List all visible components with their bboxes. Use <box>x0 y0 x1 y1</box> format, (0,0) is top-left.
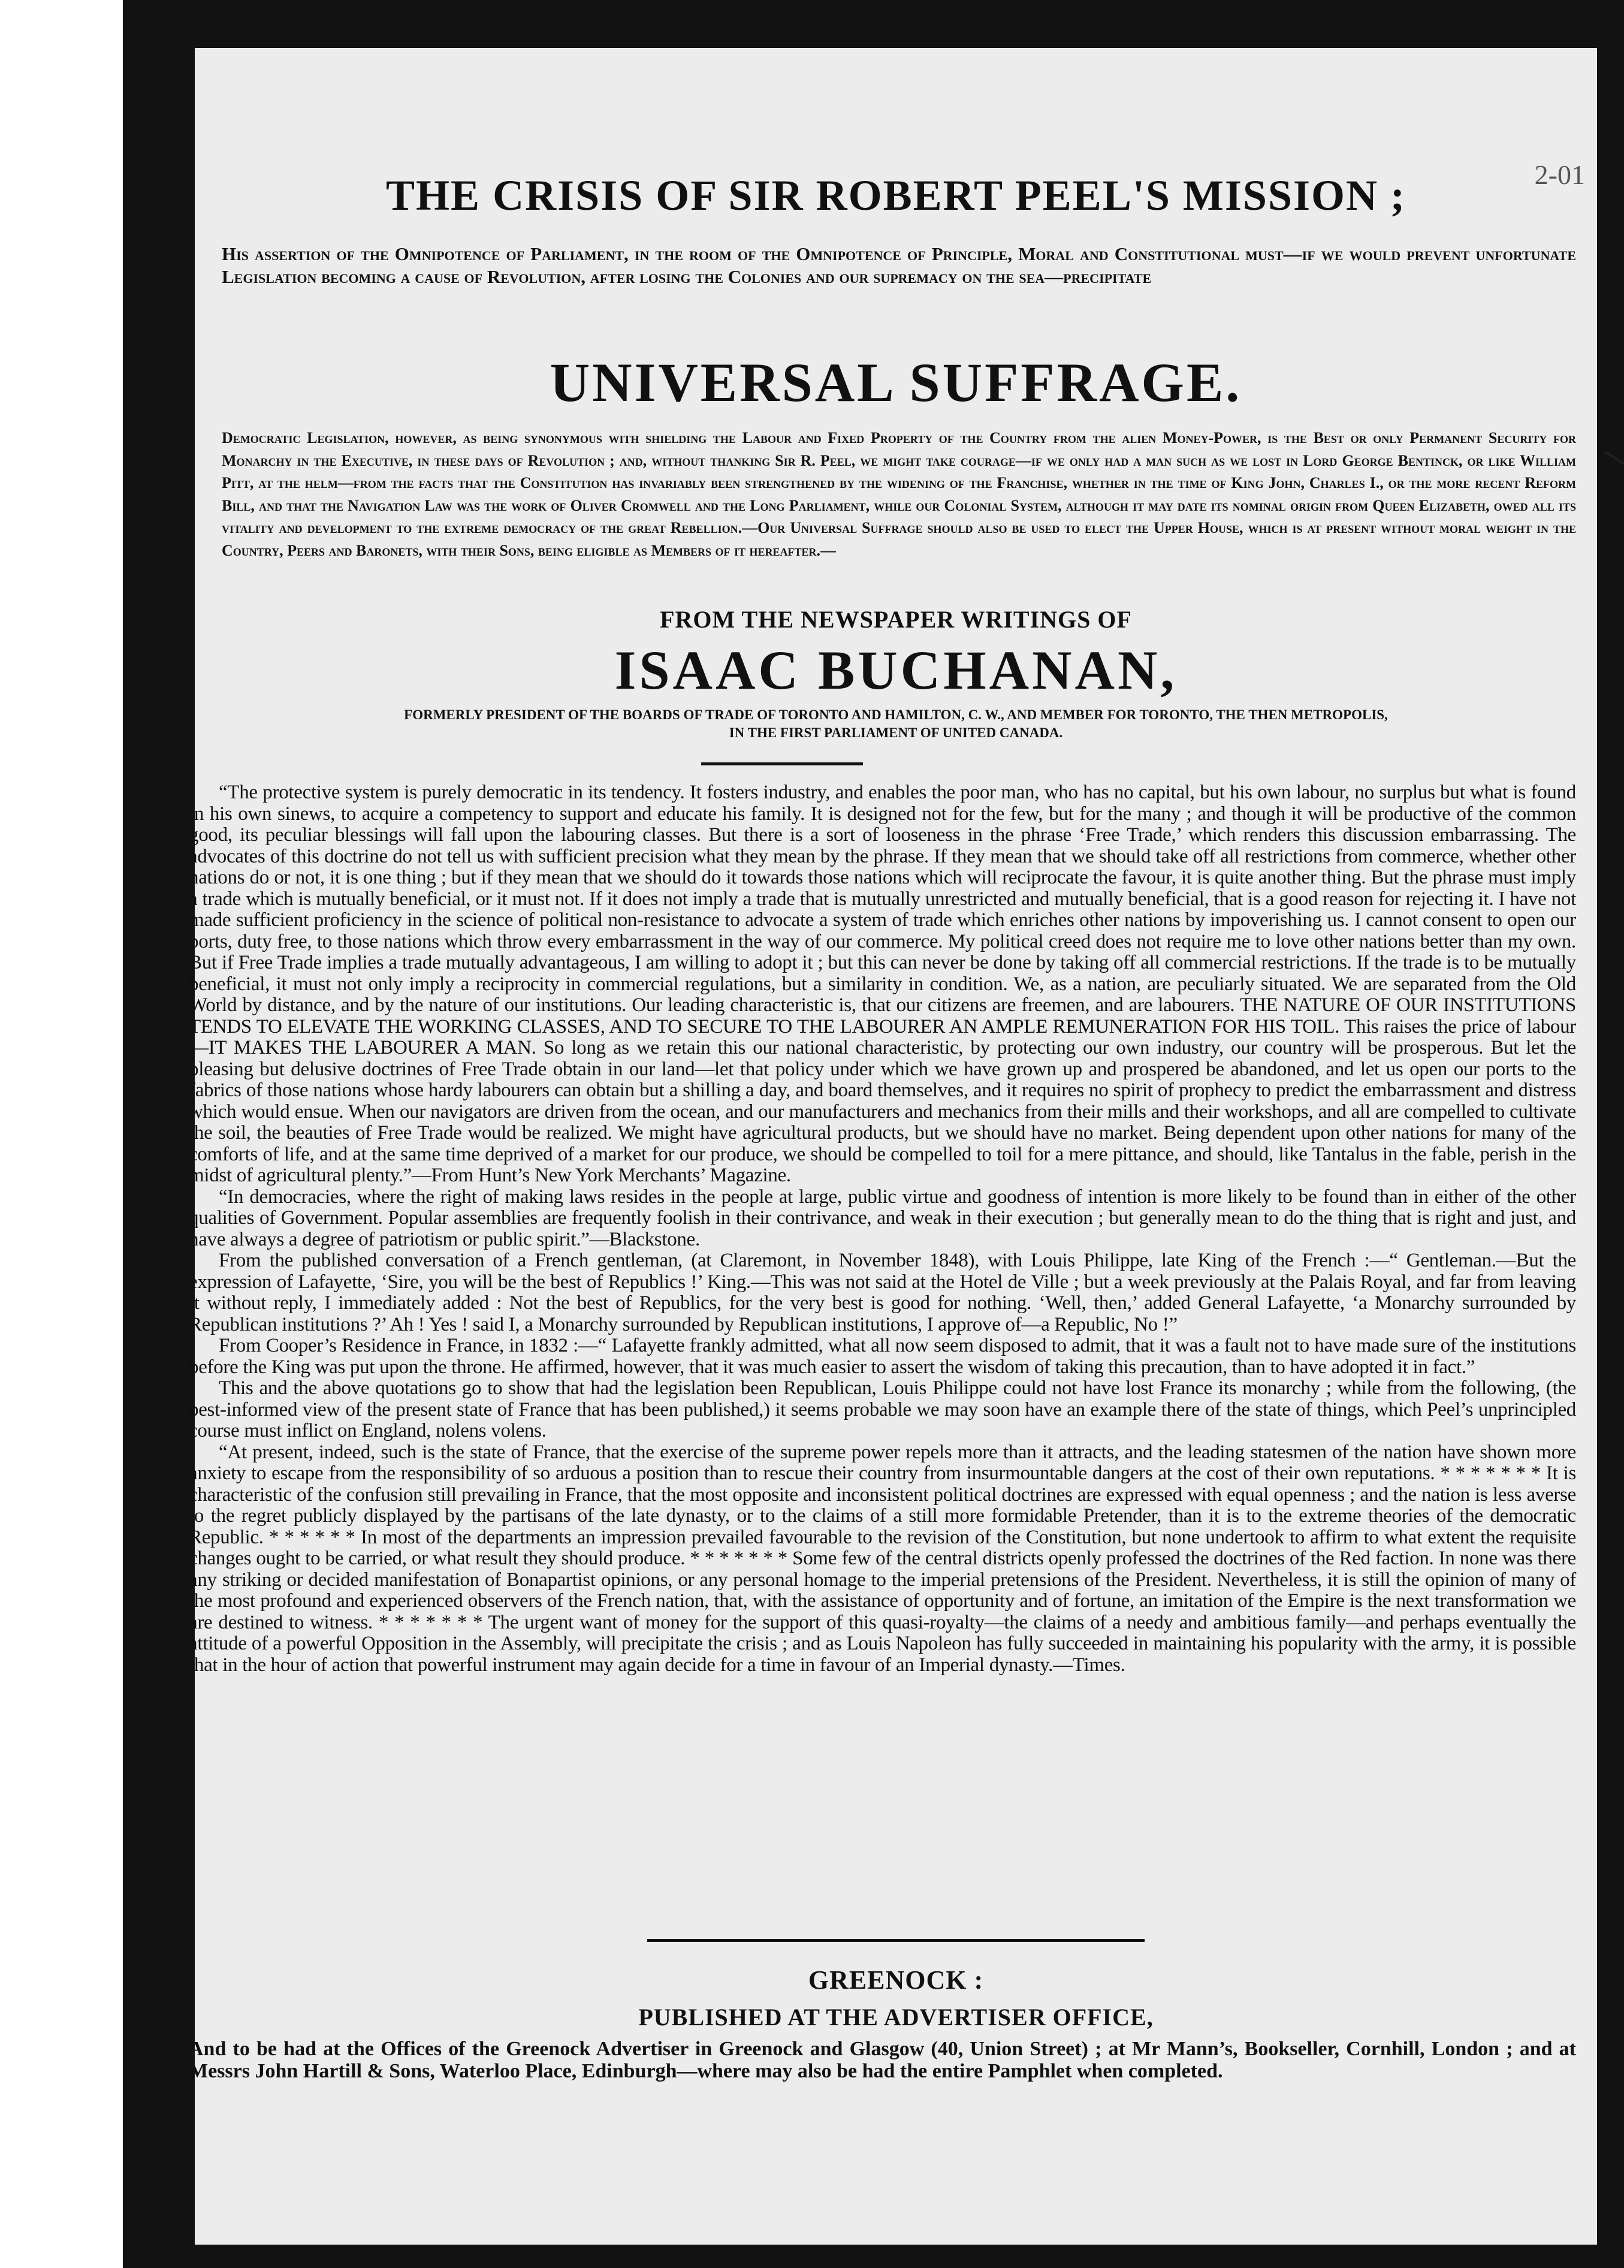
body-paragraph: “The protective system is purely democratic in its tendency. It fosters industry, and enables the poor man, who has no capital, but his own labour, no surplus but what is found in his own sinews, to acquire a competency to support and educate his family. It is designed not for the few, but for the many ; and though it will be productive of the common good, its peculiar blessings will fall upon the labouring classes. But there is a sort of looseness in the phrase ‘Free Trade,’ which renders this discussion embarrassing. The advocates of this doctrine do not tell us with sufficient precision what they mean by the phrase. If they mean that we should take off all restrictions from commerce, whether other nations do or not, it is one thing ; but if they mean that we should do it towards those nations which will reciprocate the favour, it is quite another thing. But the phrase must imply a trade which is mutually beneficial, or it must not. If it does not imply a trade that is mutually unrestricted and mutually beneficial, that is a good reason for rejecting it. I have not made sufficient proficiency in the science of political non-resistance to advocate a system of trade which enriches other nations by impoverishing us. I cannot consent to open our ports, duty free, to those nations which throw every embarrassment in the way of our commerce. My political creed does not require me to love other nations better than my own. But if Free Trade implies a trade mutually advantageous, I am willing to adopt it ; but this can never be done by taking off all commercial restrictions. If the trade is to be mutually beneficial, it must not only imply a reciprocity in commercial regulations, but a similarity in condition. We, as a nation, are peculiarly situated. We are separated from the Old World by distance, and by the nature of our institutions. Our leading characteristic is, that our citizens are freemen, and are labourers. THE NATURE OF OUR INSTITUTIONS TENDS TO ELEVATE THE WORKING CLASSES, AND TO SECURE TO THE LABOURER AN AMPLE REMUNERATION FOR HIS TOIL. This raises the price of labour—IT MAKES THE LABOURER A MAN. So long as we retain this our national characteristic, by protecting our own industry, our country will be prosperous. But let the pleasing but delusive doctrines of Free Trade obtain in our land—let that policy under which we have grown up and prospered be abandoned, and let us open our ports to the fabrics of those nations whose hardy labourers can obtain but a shilling a day, and board themselves, and it requires no spirit of prophecy to predict the embarrassment and distress which would ensue. When our navigators are driven from the ocean, and our manufacturers and mechanics from their mills and their workshops, and all are compelled to cultivate the soil, the beauties of Free Trade would be realized. We might have agricultural products, but we should have no market. Being dependent upon other nations for many of the comforts of life, and at the same time deprived of a market for our produce, we should be compelled to toil for a mere pittance, and should, like Tantalus in the fable, perish in the midst of agricultural plenty.”—From Hunt’s New York Merchants’ Magazine. <box>189 782 1576 1186</box>
body-paragraph: “At present, indeed, such is the state of France, that the exercise of the supreme power repels more than it attracts, and the leading statesmen of the nation have shown more anxiety to escape from the responsibility of so arduous a position than to rescue their country from insurmountable dangers at the cost of their own reputations. * * * * * * * It is characteristic of the confusion still prevailing in France, that the most opposite and inconsistent political doctrines are expressed with equal openness ; and the nation is less averse to the regret publicly displayed by the partisans of the late dynasty, or to the claims of a still more formidable Pretender, than it is to the extreme theories of the democratic Republic. * * * * * * In most of the departments an impression prevailed favourable to the revision of the Constitution, but none undertook to affirm to what extent the requisite changes ought to be carried, or what result they should produce. * * * * * * * Some few of the central districts openly professed the doctrines of the Red faction. In none was there any striking or decided manifestation of Bonapartist opinions, or any personal homage to the imperial pretensions of the President. Nevertheless, it is still the opinion of many of the most profound and experienced observers of the French nation, that, with the assistance of opportunity and of fortune, an imitation of the Empire is the next transformation we are destined to witness. * * * * * * * The urgent want of money for the support of this quasi-royalty—the claims of a needy and ambitious family—and perhaps eventually the attitude of a powerful Opposition in the Assembly, will precipitate the crisis ; and as Louis Napoleon has fully succeeded in maintaining his popularity with the army, it is possible that in the hour of action that powerful instrument may again decide for a time in favour of an Imperial dynasty.—Times. <box>189 1441 1576 1676</box>
democratic-legislation-paragraph: Democratic Legislation, however, as being synonymous with shielding the Labour and Fixed Property of the Country from the alien Money-Power, is the Best or only Permanent Security for Monarchy in the Executive, in these days of Revolution ; and, without thanking Sir R. Peel, we might take courage—if we only had a man such as we lost in Lord George Bentinck, or like William Pitt, at the helm—from the facts that the Constitution has invariably been strengthened by the widening of the Franchise, whether in the time of King John, Charles I., or the more recent Reform Bill, and that the Navigation Law was the work of Oliver Cromwell and the Long Parliament, while our Colonial System, although it may date its nominal origin from Queen Elizabeth, owed all its vitality and development to the extreme democracy of the great Rebellion.—Our Universal Suffrage should also be used to elect the Upper House, which is at present without moral weight in the Country, Peers and Baronets, with their Sons, being eligible as Members of it hereafter.— <box>222 429 1576 559</box>
author-name: ISAAC BUCHANAN, <box>614 640 1178 701</box>
body-text <box>189 782 1576 1676</box>
pen-stroke-mark <box>1603 450 1624 473</box>
scan-left-margin <box>0 0 123 2268</box>
handwritten-note: 2-01 <box>1534 159 1585 190</box>
credentials-line: FORMERLY PRESIDENT OF THE BOARDS OF TRADE OF TORONTO AND HAMILTON, C. W., AND MEMBER FOR TORONTO, THE THEN METROPOLIS, <box>404 707 1388 722</box>
imprint-availability: And to be had at the Offices of the Greenock Advertiser in Greenock and Glasgow (40, Union Street) ; at Mr Mann’s, Bookseller, Cornhill, London ; and at Messrs John Hartill & Sons, Waterloo Place, Edinburgh—where may also be had the entire Pamphlet when completed. <box>189 2038 1576 2082</box>
imprint-place: GREENOCK : <box>808 1965 984 1995</box>
from-line: FROM THE NEWSPAPER WRITINGS OF <box>660 606 1132 633</box>
divider-rule <box>701 762 863 765</box>
body-paragraph: From the published conversation of a French gentleman, (at Claremont, in November 1848), with Louis Philippe, late King of the French :—“ Gentleman.—But the expression of Lafayette, ‘Sire, you will be the best of Republics !’ King.—This was not said at the Hotel de Ville ; but a week previously at the Palais Royal, and far from leaving it without reply, I immediately added : Not the best of Republics, for the very best is good for nothing. ‘Well, then,’ added General Lafayette, ‘a Monarchy surrounded by Republican institutions ?’ Ah ! Yes ! said I, a Monarchy surrounded by Republican institutions, I approve of—a Republic, No !” <box>189 1250 1576 1335</box>
intro-paragraph: His assertion of the Omnipotence of Parliament, in the room of the Omnipotence of Principle, Moral and Constitutional must—if we would prevent unfortunate Legislation becoming a cause of Revolution, after losing the Colonies and our supremacy on the sea—precipitate <box>222 243 1576 287</box>
divider-rule <box>647 1939 1145 1942</box>
document-title: THE CRISIS OF SIR ROBERT PEEL'S MISSION ; <box>386 171 1406 219</box>
headline: UNIVERSAL SUFFRAGE. <box>550 352 1242 413</box>
body-paragraph: From Cooper’s Residence in France, in 1832 :—“ Lafayette frankly admitted, what all now seem disposed to admit, that it was a fault not to have made sure of the institutions before the King was put upon the throne. He affirmed, however, that it was much easier to assert the wisdom of taking this precaution, than to have adopted it in fact.” <box>189 1335 1576 1378</box>
body-paragraph: This and the above quotations go to show that had the legislation been Republican, Louis Philippe could not have lost France its monarchy ; while from the following, (the best-informed view of the present state of France that has been published,) it seems probable we may soon have an example there of the state of things, which Peel’s unprincipled course must inflict on England, nolens volens. <box>189 1377 1576 1441</box>
imprint-publisher: PUBLISHED AT THE ADVERTISER OFFICE, <box>638 2004 1154 2031</box>
document-page <box>189 48 1597 2245</box>
author-credentials <box>261 706 1531 742</box>
credentials-line: IN THE FIRST PARLIAMENT OF UNITED CANADA. <box>729 725 1063 740</box>
body-paragraph: “In democracies, where the right of making laws resides in the people at large, public virtue and goodness of intention is more likely to be found than in either of the other qualities of Government. Popular assemblies are frequently foolish in their contrivance, and weak in their execution ; but generally mean to do the thing that is right and just, and have always a degree of patriotism or public spirit.”—Blackstone. <box>189 1186 1576 1250</box>
